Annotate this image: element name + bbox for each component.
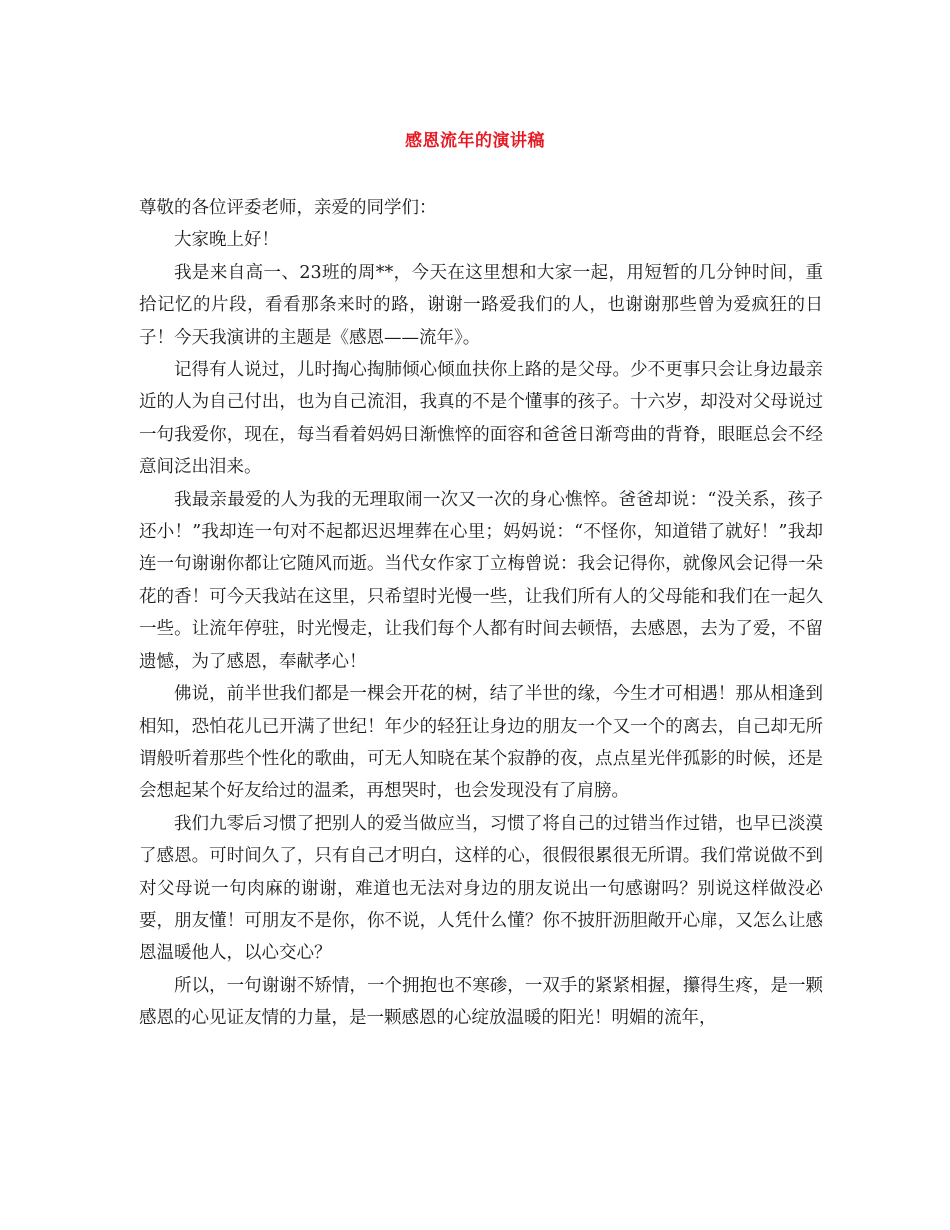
paragraph-greeting: 大家晚上好！ xyxy=(174,230,279,251)
paragraph-gratitude: 我们九零后习惯了把别人的爱当做应当，习惯了将自己的过错当作过错，也早已淡漠了感恩。可时间久了，只有自己才明白，这样的心，很假很累很无所谓。我们常说做不到对父母说一句肉麻的谢谢，难道也无法对身边的朋友说出一句感谢吗？别说这样做没必要，朋友懂！可朋友不是你，你不说，人凭什么懂？你不披肝沥胆敞开心扉，又怎么让感恩温暖他人，以心交心？ xyxy=(139,813,823,964)
paragraph-conclusion: 所以，一句谢谢不矫情，一个拥抱也不寒碜，一双手的紧紧相握，攥得生疼，是一颗感恩的心见证友情的力量，是一颗感恩的心绽放温暖的阳光！明媚的流年， xyxy=(139,975,823,1029)
paragraph-introduction: 我是来自高一、23班的周**，今天在这里想和大家一起，用短暂的几分钟时间，重拾记忆的片段，看看那条来时的路，谢谢一路爱我们的人，也谢谢那些曾为爱疯狂的日子！今天我演讲的主题是《感恩——流年》。 xyxy=(139,262,823,348)
paragraph-friendship: 佛说，前半世我们都是一棵会开花的树，结了半世的缘，今生才可相遇！那从相逢到相知，恐怕花儿已开满了世纪！年少的轻狂让身边的朋友一个又一个的离去，自己却无所谓般听着那些个性化的歌曲，可无人知晓在某个寂静的夜，点点星光伴孤影的时候，还是会想起某个好友给过的温柔，再想哭时，也会发现没有了肩膀。 xyxy=(139,684,823,802)
document-body xyxy=(139,192,823,1035)
salutation: 尊敬的各位评委老师，亲爱的同学们： xyxy=(139,198,437,218)
paragraph-parents-love: 我最亲最爱的人为我的无理取闹一次又一次的身心憔悴。爸爸却说：“没关系，孩子还小！”我却连一句对不起都迟迟埋葬在心里；妈妈说：“不怪你，知道错了就好！”我却连一句谢谢你都让它随风而逝。当代女作家丁立梅曾说：我会记得你，就像风会记得一朵花的香！可今天我站在这里，只希望时光慢一些，让我们所有人的父母能和我们在一起久一些。让流年停驻，时光慢走，让我们每个人都有时间去顿悟，去感恩，去为了爱，不留遗憾，为了感恩，奉献孝心！ xyxy=(139,489,823,672)
page-title: 感恩流年的演讲稿 xyxy=(405,131,545,151)
paragraph-parents: 记得有人说过，儿时掏心掏肺倾心倾血扶你上路的是父母。少不更事只会让身边最亲近的人为自己付出，也为自己流泪，我真的不是个懂事的孩子。十六岁，却没对父母说过一句我爱你，现在，每当看着妈妈日渐憔悴的面容和爸爸日渐弯曲的背脊，眼眶总会不经意间泛出泪来。 xyxy=(139,360,823,478)
